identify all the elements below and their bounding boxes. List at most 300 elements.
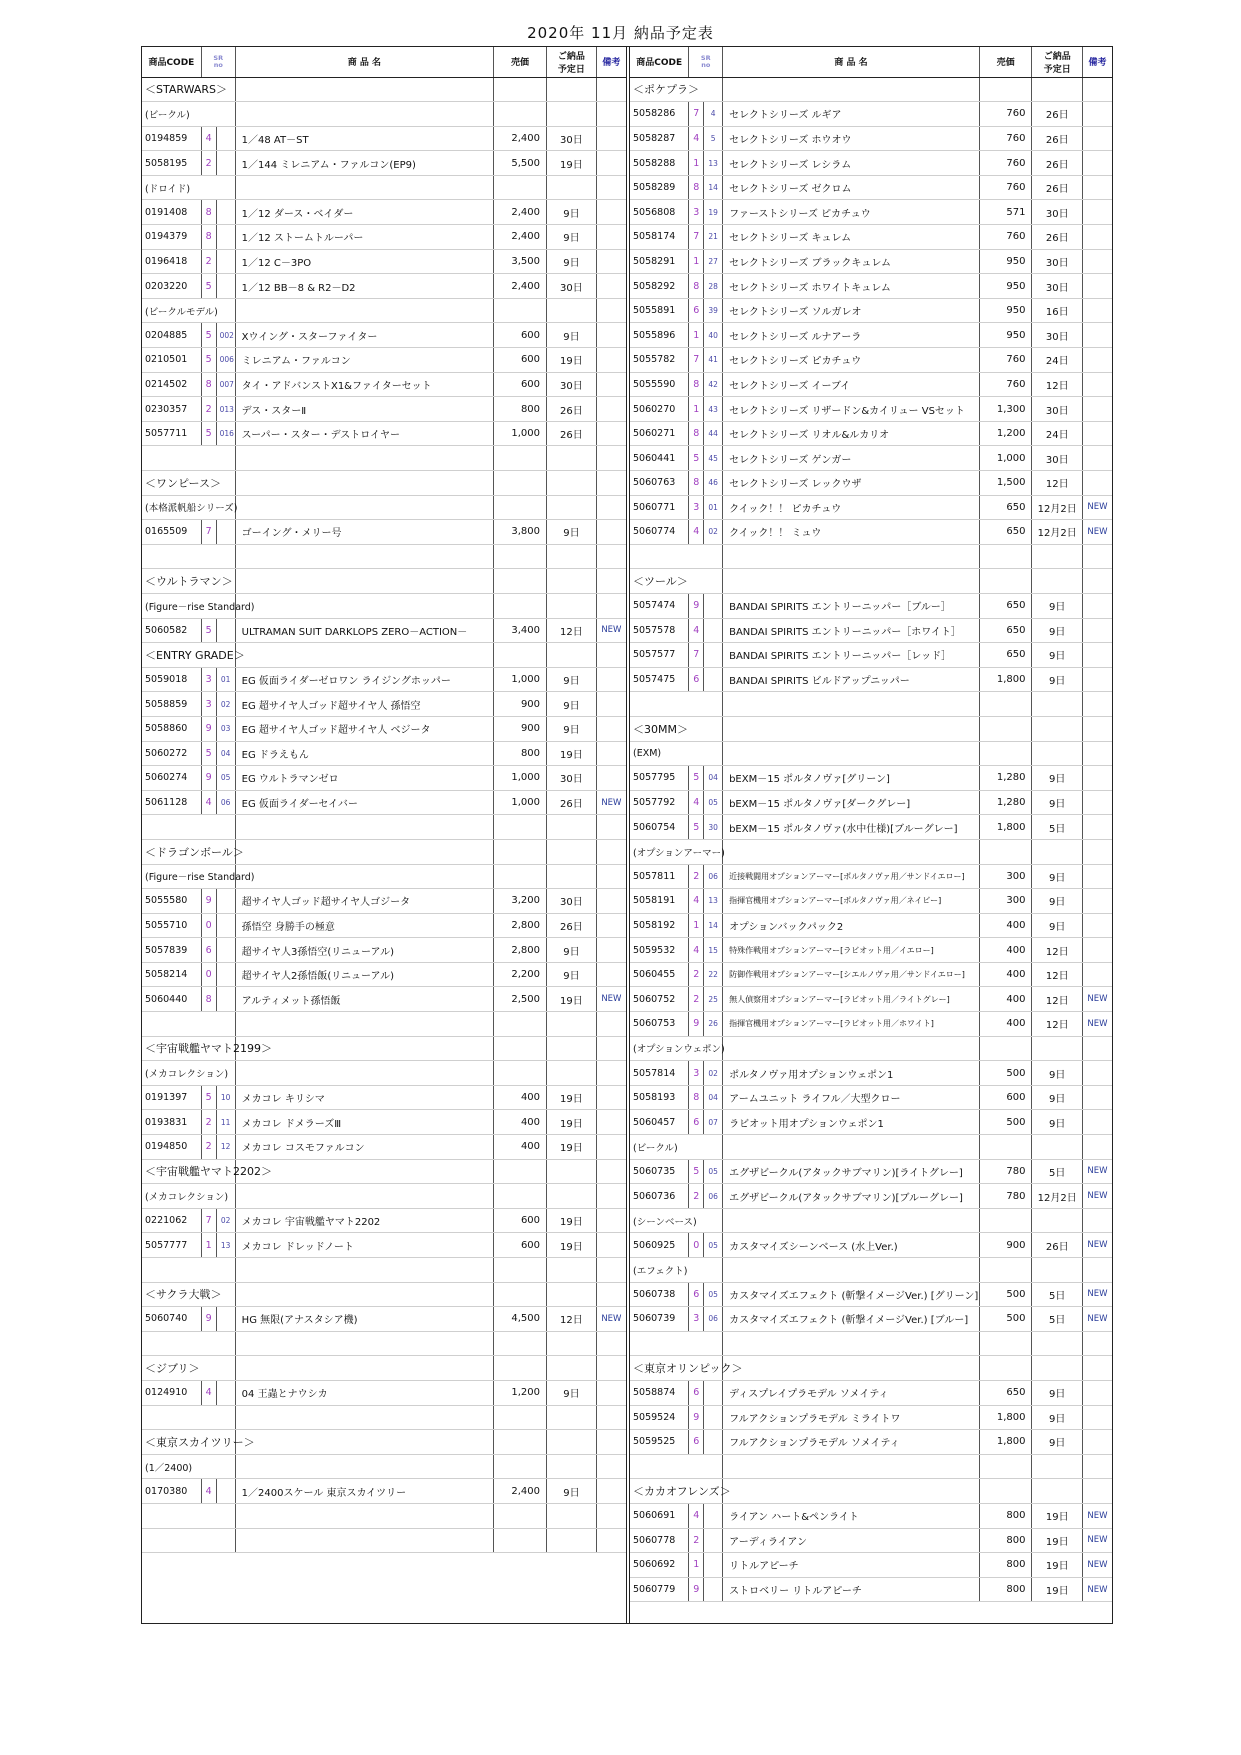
delivery-date: 26日: [547, 790, 597, 815]
category-label: ＜ワンピース＞: [142, 471, 235, 496]
sr-digit: 3: [689, 1061, 704, 1086]
item-number: [216, 249, 235, 274]
empty-cell: [596, 1036, 626, 1061]
category-label: ＜30MM＞: [630, 716, 723, 741]
header-date: [547, 47, 597, 77]
product-name: 無人偵察用オプションアーマー[ラビオット用／ライトグレー]: [723, 987, 980, 1012]
empty-cell: [723, 692, 980, 717]
price: 2,400: [494, 225, 547, 250]
price: 650: [979, 643, 1032, 668]
header-name: 商 品 名: [235, 47, 493, 77]
item-number: [704, 1380, 723, 1405]
delivery-date: 9日: [1032, 618, 1083, 643]
product-name: セレクトシリーズ ソルガレオ: [723, 298, 980, 323]
empty-cell: [235, 864, 493, 889]
empty-cell: [1082, 1135, 1112, 1160]
delivery-date: 24日: [1032, 421, 1083, 446]
product-code: 5060778: [630, 1528, 689, 1553]
product-code: 0203220: [142, 274, 201, 299]
note: [596, 1085, 626, 1110]
empty-cell: [979, 741, 1032, 766]
subcategory-row: [630, 1036, 1112, 1061]
sr-digit: 3: [689, 200, 704, 225]
note: [596, 766, 626, 791]
empty-cell: [630, 1331, 723, 1356]
table-row: [630, 815, 1112, 840]
item-number: 45: [704, 446, 723, 471]
product-name: フルアクションプラモデル ソメイティ: [723, 1430, 980, 1455]
product-name: タイ・アドバンストX1&ファイターセット: [235, 372, 493, 397]
sr-digit: 5: [201, 421, 216, 446]
table-row: [630, 766, 1112, 791]
empty-cell: [1082, 741, 1112, 766]
item-number: 07: [704, 1110, 723, 1135]
price: 1,800: [979, 815, 1032, 840]
sr-digit: 0: [201, 913, 216, 938]
delivery-date: 30日: [547, 766, 597, 791]
product-code: 5060754: [630, 815, 689, 840]
price: 2,400: [494, 274, 547, 299]
empty-cell: [1082, 77, 1112, 102]
delivery-date: 9日: [547, 249, 597, 274]
note: NEW: [1082, 1307, 1112, 1332]
empty-cell: [494, 175, 547, 200]
product-code: 5058874: [630, 1380, 689, 1405]
sr-digit: 4: [689, 618, 704, 643]
item-number: [216, 618, 235, 643]
table-row: [142, 126, 626, 151]
note: [1082, 815, 1112, 840]
empty-cell: [235, 1258, 493, 1283]
empty-cell: [723, 77, 980, 102]
product-code: 0165509: [142, 520, 201, 545]
category-label: ＜ドラゴンボール＞: [142, 839, 235, 864]
empty-cell: [596, 1012, 626, 1037]
empty-cell: [596, 77, 626, 102]
table-row: [630, 667, 1112, 692]
price: 1,800: [979, 1430, 1032, 1455]
price: 900: [494, 716, 547, 741]
product-name: セレクトシリーズ ゲンガー: [723, 446, 980, 471]
table-row: [630, 372, 1112, 397]
product-name: 特殊作戦用オプションアーマー[ラビオット用／イエロー]: [723, 938, 980, 963]
product-name: 近接戦闘用オプションアーマー[ポルタノヴァ用／サンドイエロー]: [723, 864, 980, 889]
price: 800: [979, 1577, 1032, 1602]
table-row: [630, 1085, 1112, 1110]
item-number: 19: [704, 200, 723, 225]
category-label: ＜STARWARS＞: [142, 77, 235, 102]
empty-cell: [596, 569, 626, 594]
blank-row: [630, 1331, 1112, 1356]
empty-cell: [596, 1184, 626, 1209]
delivery-date: 9日: [1032, 1380, 1083, 1405]
empty-cell: [235, 1184, 493, 1209]
product-code: 5060441: [630, 446, 689, 471]
item-number: 006: [216, 348, 235, 373]
delivery-date: 30日: [1032, 446, 1083, 471]
item-number: 05: [704, 1159, 723, 1184]
item-number: [216, 1479, 235, 1504]
empty-cell: [596, 1405, 626, 1430]
delivery-date: 12月2日: [1032, 520, 1083, 545]
table-row: [630, 520, 1112, 545]
empty-cell: [494, 102, 547, 127]
item-number: 46: [704, 471, 723, 496]
table-row: [630, 987, 1112, 1012]
table-row: [142, 1208, 626, 1233]
delivery-date: 9日: [547, 200, 597, 225]
product-name: 1／12 C－3PO: [235, 249, 493, 274]
table-row: [142, 421, 626, 446]
empty-cell: [596, 1430, 626, 1455]
empty-cell: [494, 298, 547, 323]
product-code: 5058286: [630, 102, 689, 127]
note: [1082, 1061, 1112, 1086]
table-row: [630, 1553, 1112, 1578]
product-code: 5060774: [630, 520, 689, 545]
item-number: [216, 987, 235, 1012]
empty-cell: [235, 1282, 493, 1307]
item-number: [216, 1307, 235, 1332]
subcategory-row: [142, 593, 626, 618]
product-name: セレクトシリーズ ルナアーラ: [723, 323, 980, 348]
empty-cell: [979, 77, 1032, 102]
product-code: 5060271: [630, 421, 689, 446]
product-name: アルティメット孫悟飯: [235, 987, 493, 1012]
empty-cell: [1082, 1208, 1112, 1233]
empty-cell: [494, 1159, 547, 1184]
header-note: 備考: [1082, 47, 1112, 77]
header-name: 商 品 名: [723, 47, 980, 77]
note: [596, 962, 626, 987]
product-name: 超サイヤ人3孫悟空(リニューアル): [235, 938, 493, 963]
empty-cell: [235, 1036, 493, 1061]
empty-cell: [1082, 1356, 1112, 1381]
empty-cell: [494, 1528, 547, 1553]
empty-cell: [494, 544, 547, 569]
empty-cell: [494, 1503, 547, 1528]
price: 950: [979, 274, 1032, 299]
product-name: ミレニアム・ファルコン: [235, 348, 493, 373]
note: [1082, 471, 1112, 496]
price: 600: [494, 372, 547, 397]
sr-digit: 4: [689, 889, 704, 914]
table-row: [630, 1430, 1112, 1455]
item-number: [216, 1380, 235, 1405]
price: 800: [494, 741, 547, 766]
table-row: [142, 741, 626, 766]
table-row: [630, 102, 1112, 127]
product-code: 5060691: [630, 1503, 689, 1528]
product-code: 5060582: [142, 618, 201, 643]
price: 400: [979, 1012, 1032, 1037]
category-row: [630, 1356, 1112, 1381]
table-row: [630, 274, 1112, 299]
note: [596, 913, 626, 938]
sr-digit: 4: [689, 790, 704, 815]
price: 650: [979, 1380, 1032, 1405]
note: [1082, 913, 1112, 938]
subcategory-row: [142, 495, 626, 520]
sr-digit: 8: [201, 225, 216, 250]
empty-cell: [142, 544, 235, 569]
note: [1082, 618, 1112, 643]
delivery-date: 26日: [1032, 1233, 1083, 1258]
price: 900: [979, 1233, 1032, 1258]
product-code: 5060457: [630, 1110, 689, 1135]
empty-cell: [723, 1479, 980, 1504]
note: [596, 520, 626, 545]
header-date-line1: ご納品: [557, 51, 585, 62]
empty-cell: [547, 1405, 597, 1430]
product-name: セレクトシリーズ イーブイ: [723, 372, 980, 397]
table-row: [142, 520, 626, 545]
subcategory-row: [142, 864, 626, 889]
delivery-date: 26日: [1032, 225, 1083, 250]
product-name: セレクトシリーズ キュレム: [723, 225, 980, 250]
price: 400: [494, 1135, 547, 1160]
table-row: [142, 962, 626, 987]
delivery-date: 9日: [1032, 864, 1083, 889]
price: 2,400: [494, 1479, 547, 1504]
table-row: [630, 643, 1112, 668]
note: [1082, 151, 1112, 176]
header-sr: SR: [700, 53, 711, 62]
note: [596, 151, 626, 176]
product-code: 5058289: [630, 175, 689, 200]
sr-digit: 5: [201, 274, 216, 299]
empty-cell: [596, 544, 626, 569]
price: 3,400: [494, 618, 547, 643]
note: [1082, 372, 1112, 397]
delivery-date: 9日: [1032, 1085, 1083, 1110]
sr-digit: 2: [689, 962, 704, 987]
subcategory-label: (オプションアーマー): [630, 839, 723, 864]
empty-cell: [1082, 1036, 1112, 1061]
empty-cell: [494, 643, 547, 668]
product-name: メカコレ 宇宙戦艦ヤマト2202: [235, 1208, 493, 1233]
sr-digit: 5: [201, 323, 216, 348]
item-number: 01: [216, 667, 235, 692]
empty-cell: [1082, 1454, 1112, 1479]
sr-digit: 8: [201, 987, 216, 1012]
empty-cell: [1032, 1454, 1083, 1479]
empty-cell: [235, 1159, 493, 1184]
empty-cell: [547, 1184, 597, 1209]
item-number: 01: [704, 495, 723, 520]
delivery-date: 26日: [1032, 126, 1083, 151]
product-name: BANDAI SPIRITS ビルドアップニッパー: [723, 667, 980, 692]
subcategory-label: (メカコレクション): [142, 1061, 235, 1086]
price: 1,500: [979, 471, 1032, 496]
product-code: 5058860: [142, 716, 201, 741]
table-row: [142, 889, 626, 914]
price: 400: [979, 987, 1032, 1012]
category-label: ＜宇宙戦艦ヤマト2199＞: [142, 1036, 235, 1061]
category-row: [630, 77, 1112, 102]
price: 950: [979, 323, 1032, 348]
price: 760: [979, 372, 1032, 397]
sr-digit: 4: [689, 126, 704, 151]
delivery-date: 19日: [1032, 1553, 1083, 1578]
left-table: [142, 47, 626, 1553]
delivery-date: 19日: [547, 1208, 597, 1233]
note: NEW: [1082, 1012, 1112, 1037]
product-name: カスタマイズエフェクト (斬撃イメージVer.) [グリーン]: [723, 1282, 980, 1307]
price: 500: [979, 1282, 1032, 1307]
item-number: 12: [216, 1135, 235, 1160]
product-code: 5060779: [630, 1577, 689, 1602]
empty-cell: [547, 1159, 597, 1184]
note: [1082, 446, 1112, 471]
empty-cell: [547, 569, 597, 594]
header-no: no: [701, 60, 711, 69]
table-row: [630, 962, 1112, 987]
price: 760: [979, 348, 1032, 373]
header-date-line2: 予定日: [557, 64, 585, 75]
sr-digit: 7: [689, 348, 704, 373]
product-code: 5059018: [142, 667, 201, 692]
empty-cell: [235, 1405, 493, 1430]
empty-cell: [494, 1036, 547, 1061]
product-code: 5055782: [630, 348, 689, 373]
table-row: [630, 1528, 1112, 1553]
product-code: 5058288: [630, 151, 689, 176]
empty-cell: [1032, 1258, 1083, 1283]
product-code: 0221062: [142, 1208, 201, 1233]
category-row: [142, 1282, 626, 1307]
empty-cell: [596, 1356, 626, 1381]
subcategory-row: [630, 1135, 1112, 1160]
note: [596, 692, 626, 717]
product-code: 5055710: [142, 913, 201, 938]
empty-cell: [979, 1258, 1032, 1283]
delivery-date: 30日: [547, 372, 597, 397]
product-name: エグザビークル(アタックサブマリン)[ライトグレー]: [723, 1159, 980, 1184]
header-sr-no: [201, 47, 235, 77]
price: 600: [494, 1208, 547, 1233]
product-name: クイック！！ ピカチュウ: [723, 495, 980, 520]
table-row: [630, 1012, 1112, 1037]
product-name: 1／12 ダース・ベイダー: [235, 200, 493, 225]
price: 800: [494, 397, 547, 422]
subcategory-label: (本格派帆船シリーズ): [142, 495, 235, 520]
item-number: 05: [216, 766, 235, 791]
empty-cell: [596, 1061, 626, 1086]
table-row: [630, 593, 1112, 618]
price: 1,000: [494, 421, 547, 446]
category-label: ＜ツール＞: [630, 569, 723, 594]
delivery-date: 9日: [1032, 889, 1083, 914]
note: NEW: [596, 790, 626, 815]
product-name: 超サイヤ人2孫悟飯(リニューアル): [235, 962, 493, 987]
sr-digit: 6: [201, 938, 216, 963]
product-name: セレクトシリーズ ルギア: [723, 102, 980, 127]
empty-cell: [547, 175, 597, 200]
blank-row: [142, 1528, 626, 1553]
delivery-date: 26日: [1032, 175, 1083, 200]
empty-cell: [494, 77, 547, 102]
note: [1082, 421, 1112, 446]
note: NEW: [1082, 1528, 1112, 1553]
item-number: 04: [216, 741, 235, 766]
empty-cell: [547, 298, 597, 323]
blank-row: [630, 544, 1112, 569]
empty-cell: [979, 569, 1032, 594]
table-row: [630, 225, 1112, 250]
note: NEW: [1082, 1503, 1112, 1528]
product-name: セレクトシリーズ ピカチュウ: [723, 348, 980, 373]
empty-cell: [547, 864, 597, 889]
table-row: [142, 225, 626, 250]
table-row: [630, 1233, 1112, 1258]
table-row: [142, 1479, 626, 1504]
empty-cell: [235, 77, 493, 102]
empty-cell: [596, 298, 626, 323]
sr-digit: 3: [201, 667, 216, 692]
table-row: [630, 1503, 1112, 1528]
sr-digit: 5: [201, 1085, 216, 1110]
empty-cell: [723, 544, 980, 569]
item-number: 39: [704, 298, 723, 323]
delivery-date: 19日: [547, 987, 597, 1012]
product-name: BANDAI SPIRITS エントリーニッパー［ブルー］: [723, 593, 980, 618]
blank-row: [142, 1503, 626, 1528]
empty-cell: [723, 1208, 980, 1233]
blank-row: [630, 692, 1112, 717]
empty-cell: [723, 1356, 980, 1381]
header-date: [1032, 47, 1083, 77]
empty-cell: [547, 593, 597, 618]
note: [596, 323, 626, 348]
delivery-date: 26日: [1032, 102, 1083, 127]
subcategory-row: [142, 175, 626, 200]
price: 4,500: [494, 1307, 547, 1332]
empty-cell: [596, 1159, 626, 1184]
price: 2,400: [494, 126, 547, 151]
empty-cell: [1032, 1135, 1083, 1160]
note: [596, 225, 626, 250]
item-number: [216, 151, 235, 176]
note: [596, 274, 626, 299]
sr-digit: 2: [201, 1135, 216, 1160]
note: [1082, 298, 1112, 323]
empty-cell: [979, 839, 1032, 864]
header-sr-no: [689, 47, 723, 77]
table-row: [630, 1577, 1112, 1602]
product-name: カスタマイズエフェクト (斬撃イメージVer.) [ブルー]: [723, 1307, 980, 1332]
product-name: ファーストシリーズ ピカチュウ: [723, 200, 980, 225]
note: [596, 397, 626, 422]
table-row: [630, 1159, 1112, 1184]
sr-digit: 9: [689, 1577, 704, 1602]
product-name: 孫悟空 身勝手の極意: [235, 913, 493, 938]
note: NEW: [1082, 1577, 1112, 1602]
empty-cell: [235, 593, 493, 618]
item-number: 42: [704, 372, 723, 397]
empty-cell: [979, 1356, 1032, 1381]
note: [1082, 1405, 1112, 1430]
table-row: [630, 1184, 1112, 1209]
empty-cell: [494, 1184, 547, 1209]
note: [1082, 274, 1112, 299]
delivery-date: 5日: [1032, 815, 1083, 840]
delivery-date: 9日: [547, 692, 597, 717]
table-row: [142, 274, 626, 299]
product-code: 5060736: [630, 1184, 689, 1209]
product-code: 5057811: [630, 864, 689, 889]
empty-cell: [494, 495, 547, 520]
